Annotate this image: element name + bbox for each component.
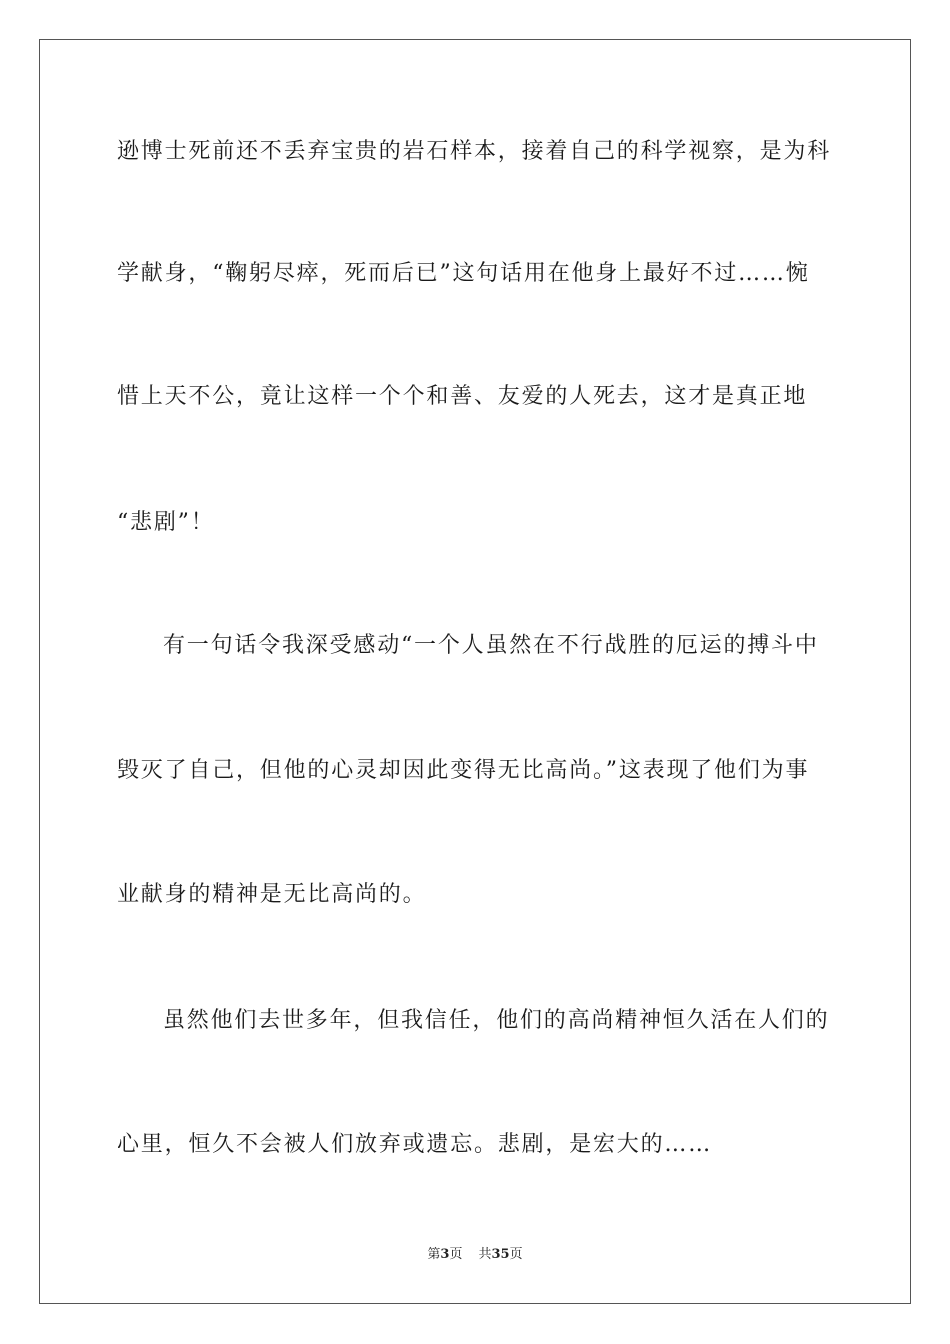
- text-line-9: 心里，恒久不会被人们放弃或遗忘。悲剧，是宏大的……: [117, 1132, 713, 1157]
- page-number: 3: [440, 1247, 450, 1262]
- page-suffix: 页: [449, 1247, 463, 1262]
- text-line-4: “悲剧”！: [117, 510, 215, 535]
- page-border: [39, 39, 911, 1304]
- text-line-6: 毁灭了自己，但他的心灵却因此变得无比高尚。”这表现了他们为事: [117, 758, 810, 783]
- text-line-2: 学献身，“鞠躬尽瘁，死而后已”这句话用在他身上最好不过……惋: [117, 261, 810, 286]
- text-line-3: 惜上天不公，竟让这样一个个和善、友爱的人死去，这才是真正地: [117, 384, 808, 409]
- total-prefix: 共: [478, 1247, 492, 1262]
- total-pages: 35: [491, 1247, 510, 1262]
- text-line-5: 有一句话令我深受感动“一个人虽然在不行战胜的厄运的搏斗中: [163, 633, 819, 658]
- text-line-1: 逊博士死前还不丢弃宝贵的岩石样本，接着自己的科学视察，是为科: [117, 139, 832, 164]
- total-suffix: 页: [509, 1247, 523, 1262]
- text-line-7: 业献身的精神是无比高尚的。: [117, 882, 427, 907]
- page-footer: [0, 1246, 950, 1264]
- page-prefix: 第: [427, 1247, 441, 1262]
- text-line-8: 虽然他们去世多年，但我信任，他们的高尚精神恒久活在人们的: [163, 1008, 830, 1033]
